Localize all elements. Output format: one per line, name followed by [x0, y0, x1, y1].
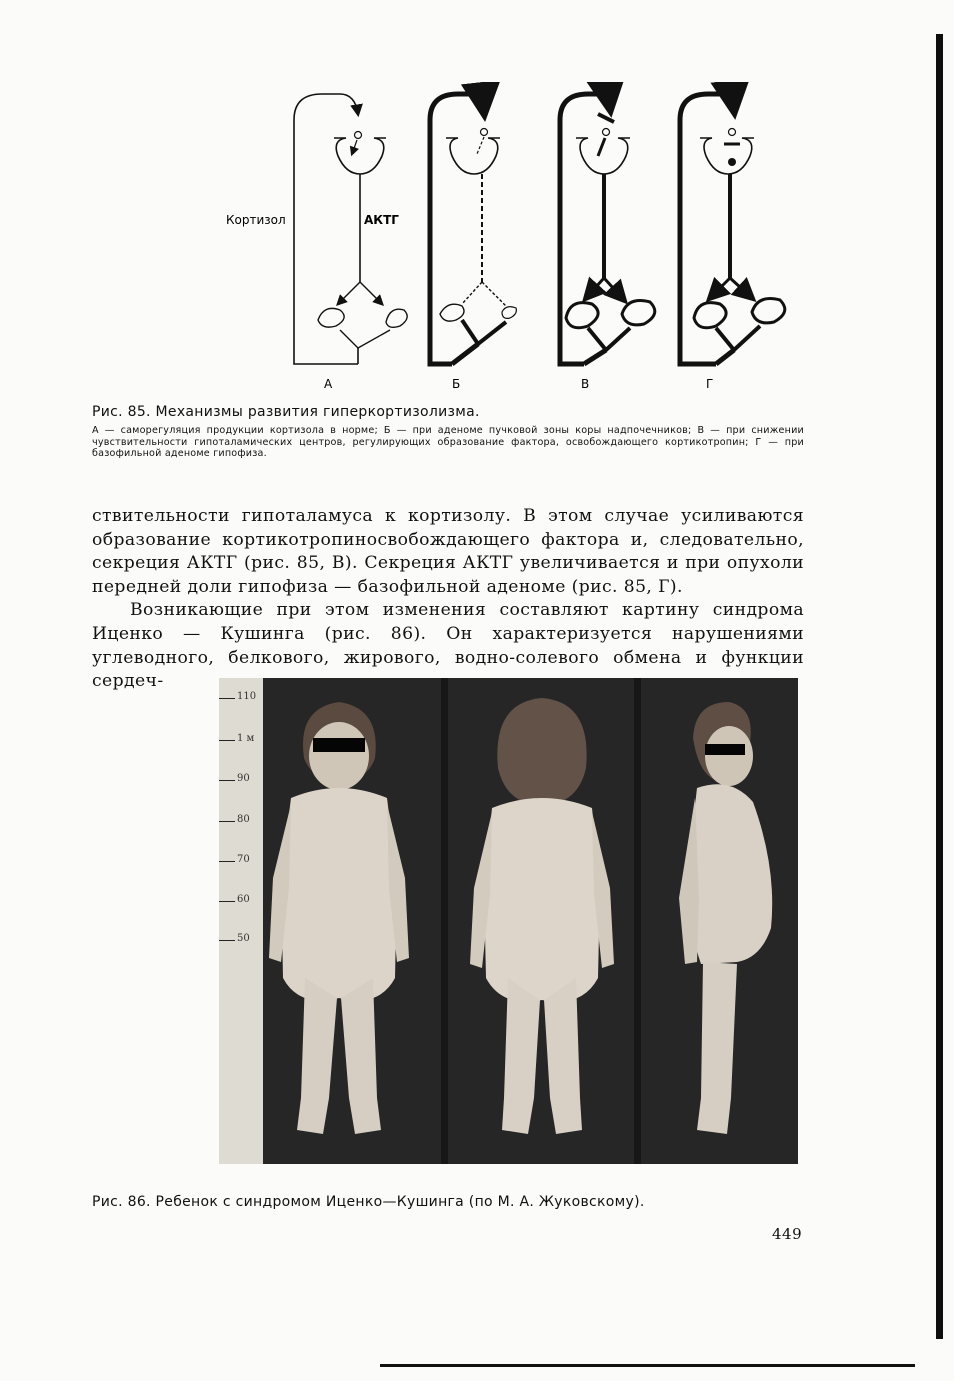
figure-86-photos: [219, 678, 798, 1164]
panel-label-b: Б: [452, 377, 461, 391]
scale-label: 90: [237, 773, 250, 784]
panel-label-g: Г: [706, 377, 714, 391]
panel-b: [430, 94, 516, 391]
figure-85-caption-title: Рис. 85. Механизмы развития гиперкортизолизма.: [92, 404, 480, 420]
scale-label: 110: [237, 691, 257, 702]
panel-g: [680, 94, 785, 391]
page-number: 449: [772, 1225, 803, 1243]
panel-label-v: В: [581, 377, 590, 391]
scale-label: 80: [237, 814, 250, 825]
figure-85-diagram: [200, 82, 820, 400]
hypothalamus-pituitary-adrenal-diagram: [200, 82, 820, 400]
figure-86-caption: Рис. 86. Ребенок с синдромом Иценко—Кушинга (по М. А. Жуковскому).: [92, 1194, 645, 1210]
label-acth: АКТГ: [364, 213, 399, 227]
eye-censor-bar: [705, 744, 745, 755]
scale-label: 50: [237, 933, 250, 944]
scale-label: 1 м: [237, 733, 255, 744]
label-cortisol: Кортизол: [226, 213, 286, 227]
body-text: [92, 505, 804, 694]
scale-label: 60: [237, 894, 250, 905]
scale-label: 70: [237, 854, 250, 865]
photo-side-view: [641, 678, 798, 1164]
figure-85-caption: [92, 404, 804, 460]
photo-back-view: [448, 678, 634, 1164]
eye-censor-bar: [313, 738, 365, 752]
panel-a: [226, 94, 407, 391]
panel-v: [560, 94, 655, 391]
child-back-figure: [448, 678, 634, 1164]
child-side-figure: [641, 678, 798, 1164]
bottom-rule: [380, 1364, 915, 1367]
body-paragraph-1: ствительности гипоталамуса к кортизолу. В этом случае усиливаются образование кортикотропиносвобождающего фактора и, следовательно, секреция АКТГ (рис. 85, В). Секреция АКТГ увеличивается и при опухоли передней доли гипофиза — базофильной аденоме (рис. 85, Г).: [92, 506, 804, 597]
panel-label-a: А: [324, 377, 333, 391]
child-front-figure: [219, 678, 441, 1164]
figure-85-caption-body: А — саморегуляция продукции кортизола в норме; Б — при аденоме пучковой зоны коры надпочечников; В — при снижении чувствительности гипоталамических центров, регулирующих образование фактора, освобождающего кортикотропин; Г — при базофильной аденоме гипофиза.: [92, 425, 804, 460]
page-edge-shadow: [936, 34, 943, 1339]
body-paragraph-2: Возникающие при этом изменения составляют картину синдрома Иценко — Кушинга (рис. 86). Он характеризуется нарушениями углеводного, белкового, жирового, водно-солевого обмена и функции сердеч-: [92, 600, 804, 692]
photo-front-view: [219, 678, 441, 1164]
